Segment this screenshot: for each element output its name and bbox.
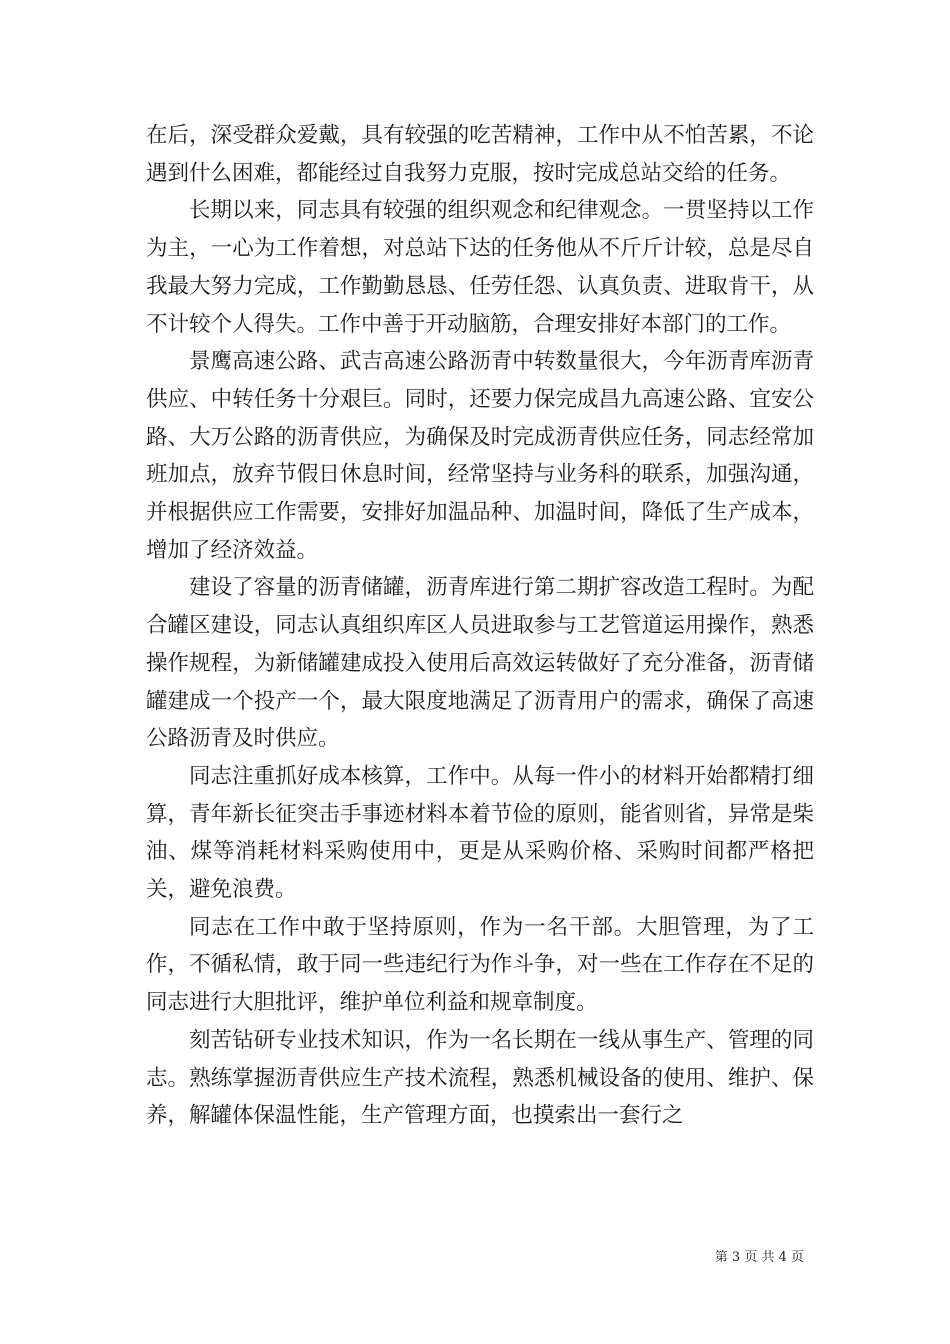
paragraph-continuation: 在后，深受群众爱戴，具有较强的吃苦精神，工作中从不怕苦累，不论遇到什么困难，都能经过自我努力克服，按时完成总站交给的任务。 — [146, 123, 814, 186]
paragraph: 同志注重抓好成本核算，工作中。从每一件小的材料开始都精打细算，青年新长征突击手事迹材料本着节俭的原则，能省则省，异常是柴油、煤等消耗材料采购使用中，更是从采购价格、采购时间都严格把关，避免浪费。 — [146, 763, 814, 903]
paragraph: 景鹰高速公路、武吉高速公路沥青中转数量很大，今年沥青库沥青供应、中转任务十分艰巨。同时，还要力保完成昌九高速公路、宜安公路、大万公路的沥青供应，为确保及时完成沥青供应任务，同志经常加班加点，放弃节假日休息时间，经常坚持与业务科的联系，加强沟通，并根据供应工作需要，安排好加温品种、加温时间，降低了生产成本，增加了经济效益。 — [146, 349, 814, 563]
document-body — [146, 117, 814, 1135]
paragraph: 刻苦钻研专业技术知识，作为一名长期在一线从事生产、管理的同志。熟练掌握沥青供应生产技术流程，熟悉机械设备的使用、维护、保养，解罐体保温性能，生产管理方面，也摸索出一套行之 — [146, 1027, 814, 1129]
paragraph: 长期以来，同志具有较强的组织观念和纪律观念。一贯坚持以工作为主，一心为工作着想，对总站下达的任务他从不斤斤计较，总是尽自我最大努力完成，工作勤勤恳恳、任劳任怨、认真负责、进取肯干，从不计较个人得失。工作中善于开动脑筋，合理安排好本部门的工作。 — [146, 198, 814, 337]
paragraph: 建设了容量的沥青储罐，沥青库进行第二期扩容改造工程时。为配合罐区建设，同志认真组织库区人员进取参与工艺管道运用操作，熟悉操作规程，为新储罐建成投入使用后高效运转做好了充分准备，沥青储罐建成一个投产一个，最大限度地满足了沥青用户的需求，确保了高速公路沥青及时供应。 — [146, 575, 814, 752]
paragraph: 同志在工作中敢于坚持原则，作为一名干部。大胆管理，为了工作，不循私情，敢于同一些违纪行为作斗争，对一些在工作存在不足的同志进行大胆批评，维护单位利益和规章制度。 — [146, 914, 814, 1016]
page-number-footer: 第 3 页 共 4 页 — [714, 1250, 804, 1265]
